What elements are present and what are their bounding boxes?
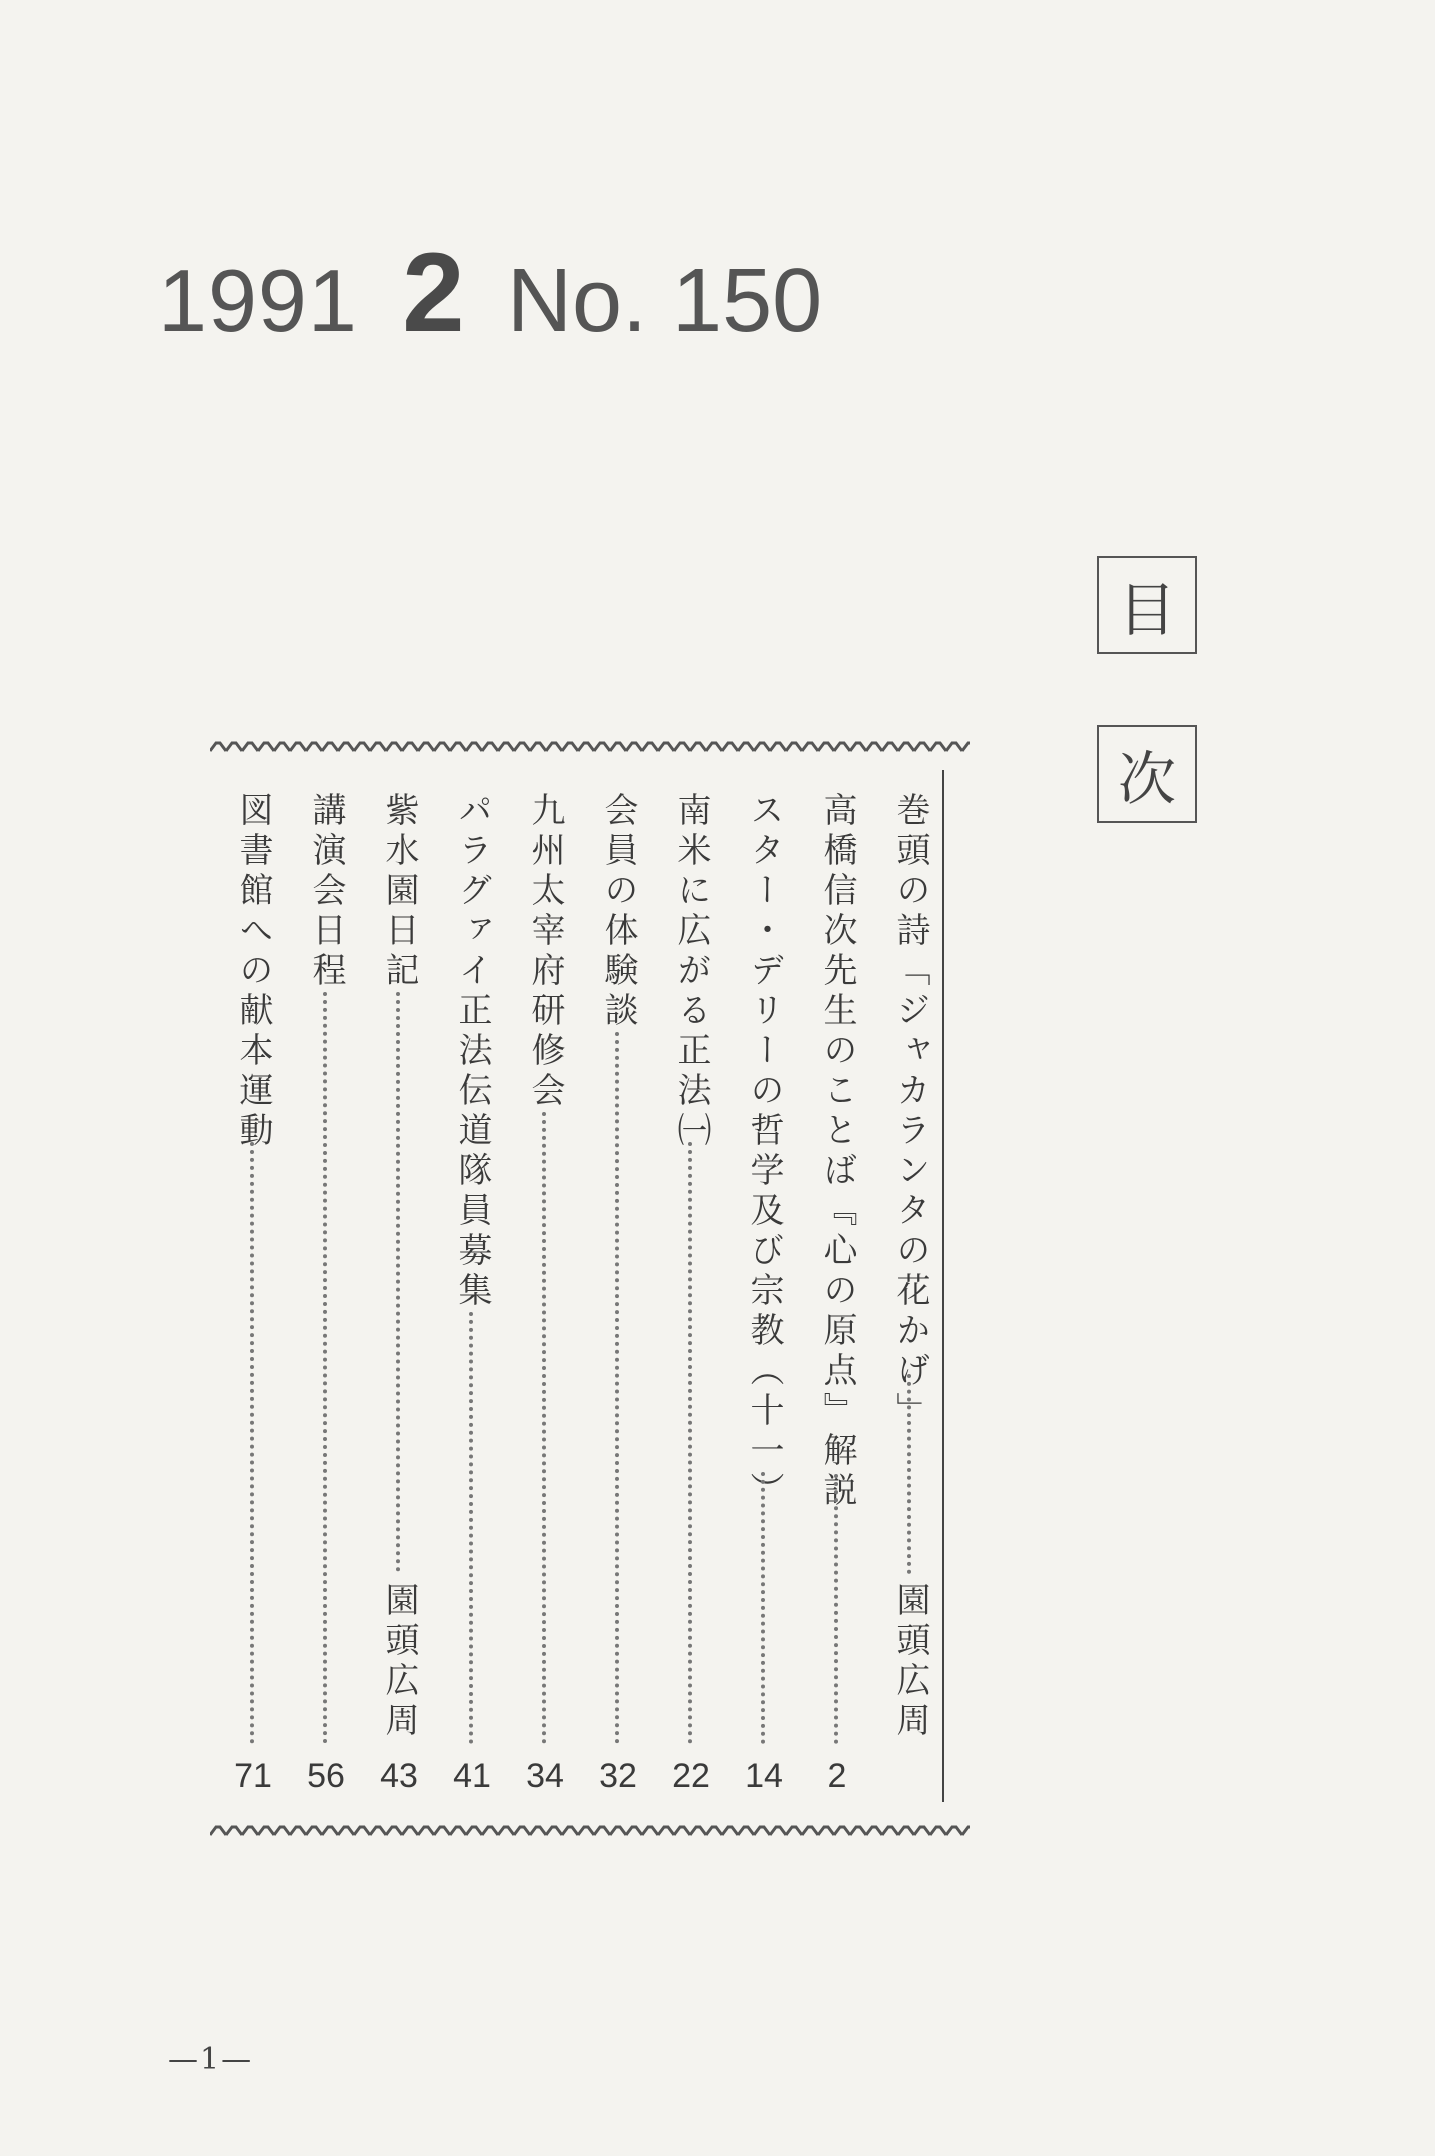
toc-entry-title: 高橋信次先生のことば『心の原点』解説	[817, 792, 857, 1512]
toc-page-number: 2	[827, 1757, 847, 1795]
toc-divider	[942, 770, 944, 1802]
toc-leader-dots	[469, 1312, 473, 1744]
toc-entry-author: 園頭広周	[890, 1582, 930, 1742]
toc-entry-title: スター・デリーの哲学及び宗教（十一）	[744, 792, 784, 1512]
toc-entry-title: パラグァイ正法伝道隊員募集	[452, 792, 492, 1312]
page-footer-number: —1—	[168, 2042, 254, 2077]
toc-leader-dots	[615, 1032, 619, 1744]
toc-leader-dots	[688, 1142, 692, 1744]
toc-leader-dots	[250, 1142, 254, 1744]
toc-page-number: 34	[526, 1757, 564, 1795]
toc-page-number: 32	[599, 1757, 637, 1795]
toc-entry-author: 園頭広周	[379, 1582, 419, 1742]
toc-entry[interactable]	[515, 792, 575, 1782]
issue-number: No. 150	[506, 251, 823, 351]
toc-page-number: 14	[745, 1757, 783, 1795]
toc-entry-title: 巻頭の詩「ジャカランタの花かげ」	[890, 792, 930, 1432]
toc-entry-title: 九州太宰府研修会	[525, 792, 565, 1112]
toc-entry[interactable]	[661, 792, 721, 1782]
toc-leader-dots	[396, 992, 400, 1572]
bottom-decorative-rule	[210, 1824, 970, 1838]
toc-heading-box-1: 目	[1097, 556, 1197, 654]
toc-leader-dots	[761, 1472, 765, 1744]
toc-entry-title: 講演会日程	[306, 792, 346, 992]
toc-entry-title: 会員の体験談	[598, 792, 638, 1032]
toc-page-number: 43	[380, 1757, 418, 1795]
toc-page-number: 56	[307, 1757, 345, 1795]
issue-month: 2	[402, 230, 465, 355]
toc-entry[interactable]	[296, 792, 356, 1782]
toc-entry[interactable]	[223, 792, 283, 1782]
toc-entry[interactable]	[588, 792, 648, 1782]
toc-leader-dots	[907, 1374, 911, 1574]
toc-page-number: 41	[453, 1757, 491, 1795]
toc-heading-box-2: 次	[1097, 725, 1197, 823]
toc-entry[interactable]	[807, 792, 867, 1782]
toc-page-number: 71	[234, 1757, 272, 1795]
toc-entry[interactable]	[369, 792, 429, 1782]
toc-entry[interactable]	[880, 792, 940, 1782]
toc-entry[interactable]	[442, 792, 502, 1782]
toc-leader-dots	[323, 992, 327, 1744]
toc-page-number: 22	[672, 1757, 710, 1795]
toc-entry[interactable]	[734, 792, 794, 1782]
issue-year: 1991	[158, 251, 358, 350]
toc-leader-dots	[834, 1474, 838, 1744]
toc-leader-dots	[542, 1112, 546, 1744]
toc-entry-title: 図書館への献本運動	[233, 792, 273, 1152]
top-decorative-rule	[210, 740, 970, 754]
issue-header	[158, 228, 822, 357]
toc-entry-title: 紫水園日記	[379, 792, 419, 992]
toc-entry-title: 南米に広がる正法㈠	[671, 792, 711, 1152]
